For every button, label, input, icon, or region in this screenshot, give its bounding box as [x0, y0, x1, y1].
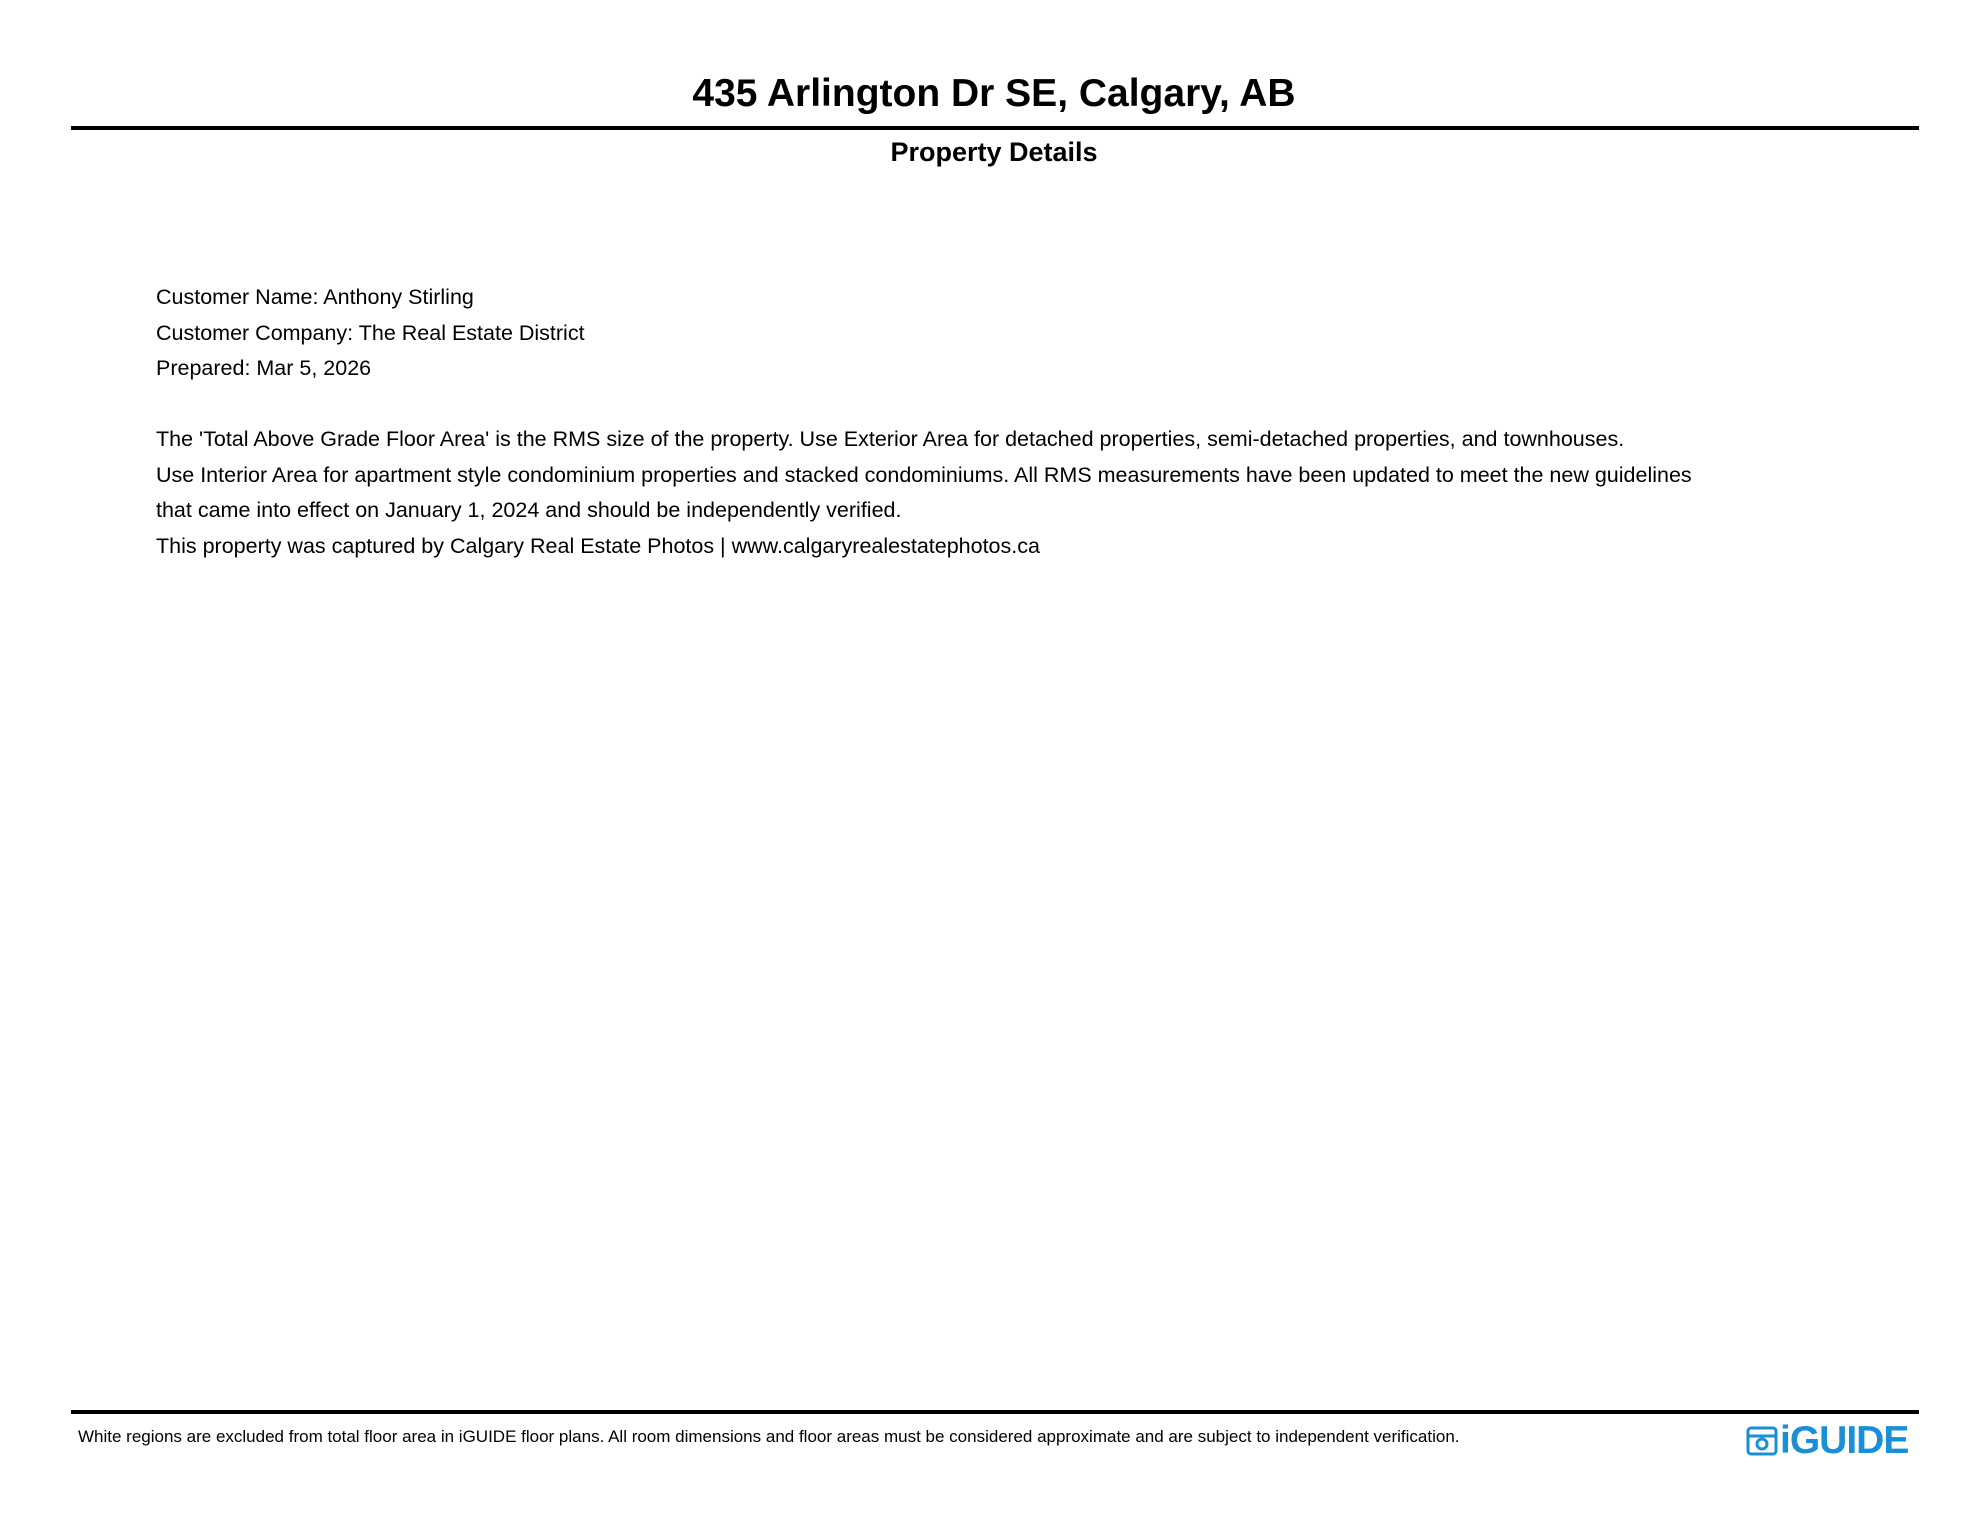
header-divider: [71, 126, 1919, 130]
iguide-logo-text: iGUIDE: [1780, 1419, 1909, 1462]
rms-note-line-2: Use Interior Area for apartment style condominium properties and stacked condominiums. All RMS measurements have been updated to meet the new guidelines: [156, 462, 1692, 487]
rms-note-line-1: The 'Total Above Grade Floor Area' is the RMS size of the property. Use Exterior Area for detached properties, semi-detached properties, and townhouses.: [156, 427, 1625, 451]
footer-disclaimer: White regions are excluded from total floor area in iGUIDE floor plans. All room dimensions and floor areas must be considered approximate and are subject to independent verification.: [78, 1427, 1460, 1446]
iguide-logo: [1746, 1420, 1908, 1462]
prepared-date: Prepared: Mar 5, 2026: [156, 356, 372, 380]
rms-note-line-3: that came into effect on January 1, 2024 and should be independently verified.: [156, 498, 902, 522]
page-subtitle: Property Details: [890, 137, 1098, 167]
customer-company: Customer Company: The Real Estate District: [156, 320, 585, 345]
iguide-camera-icon: [1746, 1425, 1778, 1457]
paragraph-spacer: [156, 387, 1916, 423]
page-title: 435 Arlington Dr SE, Calgary, AB: [692, 72, 1296, 115]
capture-credit: This property was captured by Calgary Real Estate Photos | www.calgaryrealestatephotos.ca: [156, 533, 1040, 558]
property-details: [156, 280, 1916, 564]
customer-name: Customer Name: Anthony Stirling: [156, 285, 474, 309]
footer-divider: [71, 1410, 1919, 1414]
